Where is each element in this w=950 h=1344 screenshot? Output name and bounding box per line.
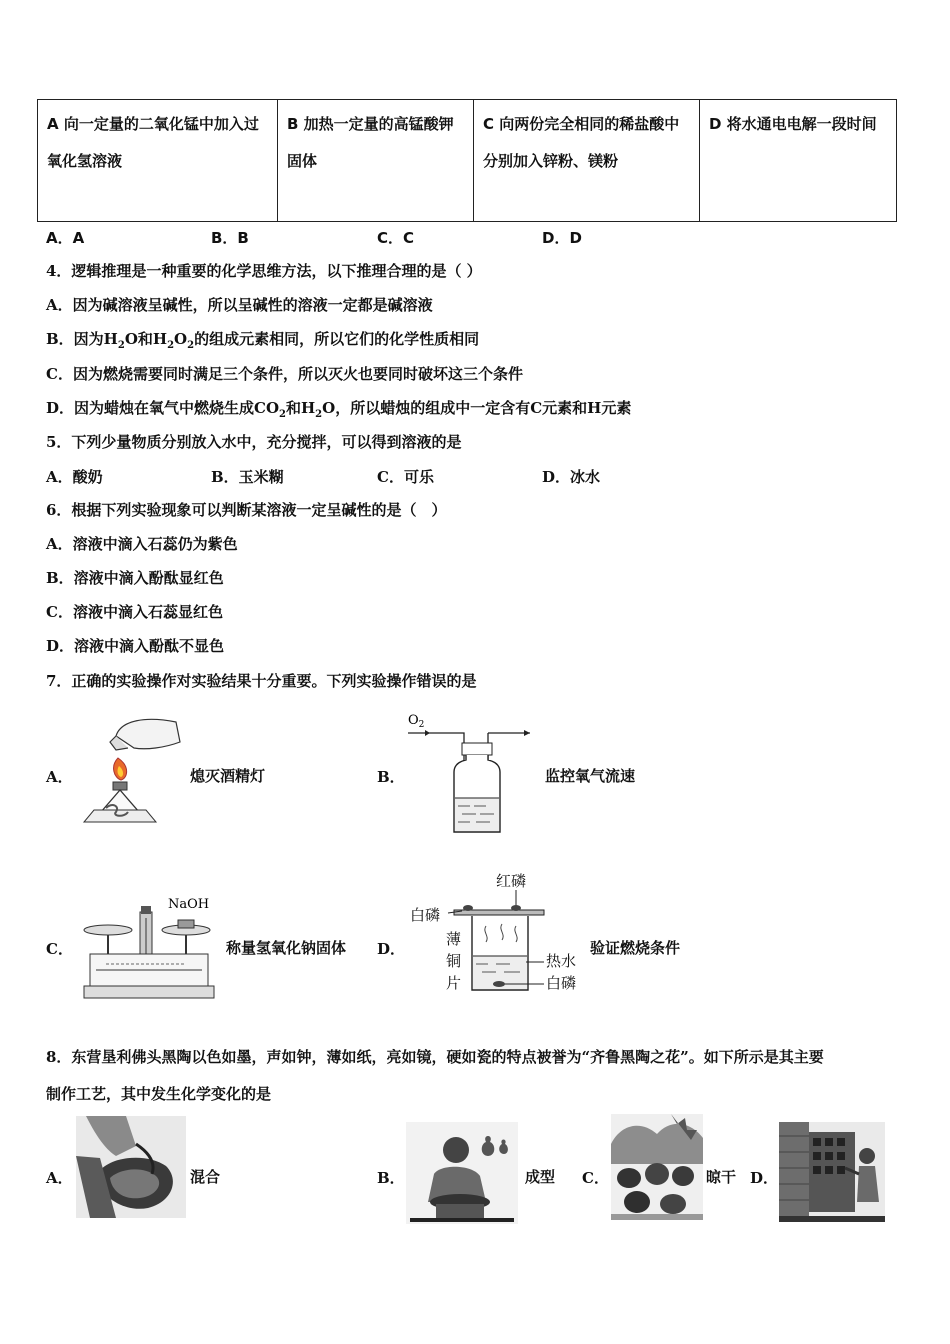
table-cell-c: C 向两份完全相同的稀盐酸中分别加入锌粉、镁粉 xyxy=(474,100,700,222)
q4-option-d[interactable]: D．因为蜡烛在氧气中燃烧生成$CO_2$和$H_2O$，所以蜡烛的组成中一定含有C元素和H元素 xyxy=(46,399,632,420)
q8-letter-c[interactable]: C． xyxy=(582,1169,609,1187)
kiln-firing-figure xyxy=(779,1122,885,1222)
naoh-label: NaOH xyxy=(168,897,210,912)
alcohol-lamp-figure xyxy=(76,708,186,830)
q8-letter-b[interactable]: B． xyxy=(377,1169,405,1187)
q5-option-d[interactable]: D．冰水 xyxy=(542,468,601,486)
q3-option-c[interactable]: C．C xyxy=(377,229,415,247)
q6-stem: 6．根据下列实验现象可以判断某溶液一定呈碱性的是（ ） xyxy=(46,501,447,519)
q6-option-a[interactable]: A．溶液中滴入石蕊仍为紫色 xyxy=(46,535,238,553)
q3-option-d[interactable]: D．D xyxy=(542,229,582,247)
table-cell-d: D 将水通电电解一段时间 xyxy=(700,100,897,222)
q4-option-c[interactable]: C．因为燃烧需要同时满足三个条件，所以灭火也要同时破坏这三个条件 xyxy=(46,365,523,383)
mixing-clay-figure xyxy=(76,1116,186,1218)
combustion-experiment-figure xyxy=(406,868,586,998)
chart-options-table xyxy=(37,99,897,222)
q7-caption-b: 监控氧气流速 xyxy=(545,767,636,785)
q5-option-c[interactable]: C．可乐 xyxy=(377,468,434,486)
forming-pottery-figure xyxy=(406,1122,518,1224)
q7-caption-d: 验证燃烧条件 xyxy=(590,939,681,957)
white-phosphorus-top-label: 白磷 xyxy=(410,906,441,924)
q7-stem: 7．正确的实验操作对实验结果十分重要。下列实验操作错误的是 xyxy=(46,672,477,690)
q8-stem-line1: 8．东营垦利佛头黑陶以色如墨，声如钟，薄如纸，亮如镜，硬如瓷的特点被誉为“齐鲁黑陶之花”。如下所示是其主要 xyxy=(46,1048,824,1066)
q4-option-b[interactable]: B．因为$H_2O$和$H_2O_2$的组成元素相同，所以它们的化学性质相同 xyxy=(46,330,480,351)
q7-letter-a[interactable]: A． xyxy=(46,768,73,786)
q8-letter-a[interactable]: A． xyxy=(46,1169,73,1187)
red-phosphorus-label: 红磷 xyxy=(496,872,527,890)
q6-option-d[interactable]: D．溶液中滴入酚酞不显色 xyxy=(46,637,225,655)
q4-stem: 4．逻辑推理是一种重要的化学思维方法，以下推理合理的是（ ） xyxy=(46,262,482,280)
hot-water-label: 热水 xyxy=(546,952,577,970)
q6-option-c[interactable]: C．溶液中滴入石蕊显红色 xyxy=(46,603,223,621)
balance-figure xyxy=(76,894,221,1004)
q3-option-b[interactable]: B．B xyxy=(211,229,249,247)
q8-caption-a: 混合 xyxy=(190,1168,221,1186)
q8-stem-line2: 制作工艺，其中发生化学变化的是 xyxy=(46,1085,272,1103)
table-cell-b: B 加热一定量的高锰酸钾固体 xyxy=(278,100,474,222)
copper-label: 铜 xyxy=(446,952,462,970)
q7-caption-a: 熄灭酒精灯 xyxy=(190,767,266,785)
q7-letter-c[interactable]: C． xyxy=(46,940,73,958)
q5-stem: 5．下列少量物质分别放入水中，充分搅拌，可以得到溶液的是 xyxy=(46,433,462,451)
drying-pottery-figure xyxy=(611,1114,703,1220)
white-phosphorus-bottom-label: 白磷 xyxy=(546,974,577,992)
table-cell-a: A 向一定量的二氧化锰中加入过氧化氢溶液 xyxy=(38,100,278,222)
q7-caption-c: 称量氢氧化钠固体 xyxy=(226,939,347,957)
sheet-label: 片 xyxy=(446,974,462,992)
q8-caption-b: 成型 xyxy=(525,1168,556,1186)
o2-label: $O_2$ xyxy=(408,713,425,730)
q5-option-a[interactable]: A．酸奶 xyxy=(46,468,103,486)
q4-option-a[interactable]: A．因为碱溶液呈碱性，所以呈碱性的溶液一定都是碱溶液 xyxy=(46,296,433,314)
q5-option-b[interactable]: B．玉米糊 xyxy=(211,468,284,486)
thin-label: 薄 xyxy=(446,930,462,948)
q8-letter-d[interactable]: D． xyxy=(750,1169,779,1187)
q3-option-a[interactable]: A．A xyxy=(46,229,85,247)
gas-washing-bottle-figure xyxy=(404,710,544,836)
q6-option-b[interactable]: B．溶液中滴入酚酞显红色 xyxy=(46,569,224,587)
q7-letter-d[interactable]: D． xyxy=(377,940,406,958)
q8-caption-c: 晾干 xyxy=(706,1168,737,1186)
q7-letter-b[interactable]: B． xyxy=(377,768,405,786)
